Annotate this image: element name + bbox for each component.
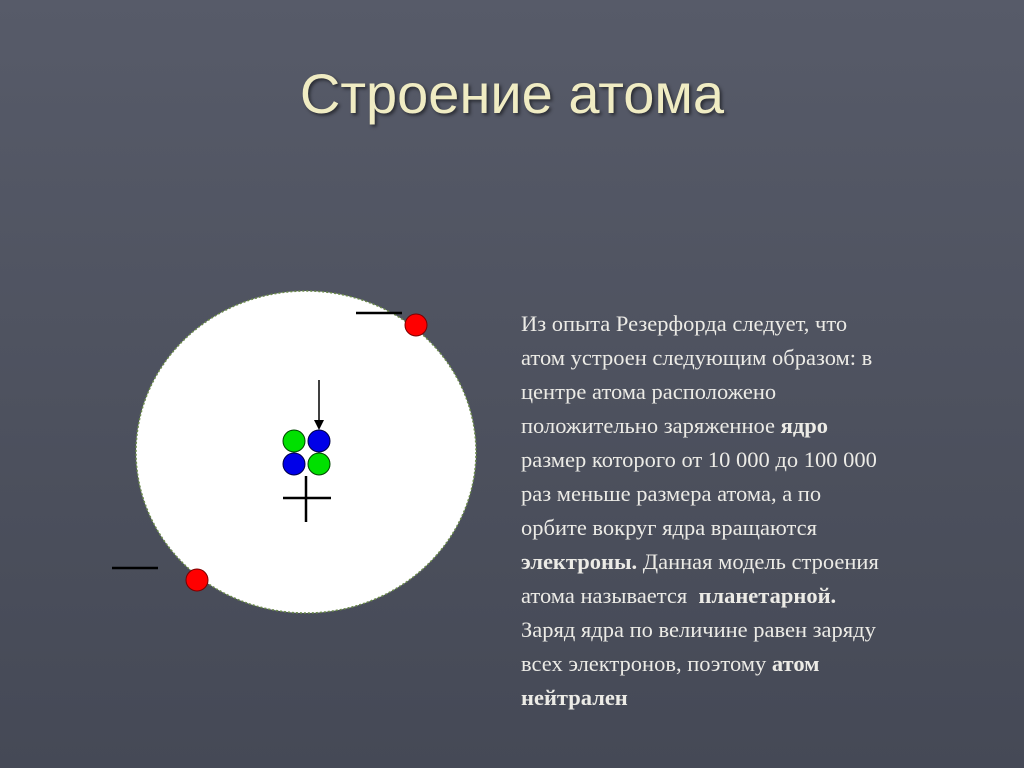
- text-segment: всех электронов, поэтому: [521, 651, 772, 676]
- text-line: орбите вокруг ядра вращаются: [521, 515, 817, 540]
- text-line: раз меньше размера атома, а по: [521, 481, 822, 506]
- term-nucleus: ядро: [780, 413, 828, 438]
- term-atom: атом: [771, 651, 820, 676]
- proton: [308, 453, 330, 475]
- neutron: [283, 453, 305, 475]
- text-line: атом устроен следующим образом: в: [521, 345, 873, 370]
- explanation-text: [521, 307, 991, 715]
- text-line: [521, 579, 991, 613]
- atom-circle: [136, 291, 476, 613]
- slide-title: Строение атома: [299, 62, 725, 125]
- term-neutral: нейтрален: [521, 685, 628, 710]
- term-electrons: электроны.: [521, 549, 638, 574]
- electron-bottom: [186, 569, 208, 591]
- text-line: центре атома расположено: [521, 379, 777, 404]
- term-planetary: планетарной.: [698, 583, 837, 608]
- neutron: [308, 430, 330, 452]
- text-line: [521, 681, 991, 715]
- text-segment: положительно заряженное: [521, 413, 781, 438]
- proton: [283, 430, 305, 452]
- text-line: [521, 647, 991, 681]
- text-line: [521, 409, 991, 443]
- text-segment: атома называется: [521, 583, 699, 608]
- electron-top: [405, 314, 427, 336]
- text-line: Заряд ядра по величине равен заряду: [521, 617, 876, 642]
- text-line: [521, 545, 991, 579]
- text-segment: Данная модель строения: [637, 549, 879, 574]
- text-line: размер которого от 10 000 до 100 000: [521, 447, 877, 472]
- text-line: Из опыта Резерфорда следует, что: [521, 311, 848, 336]
